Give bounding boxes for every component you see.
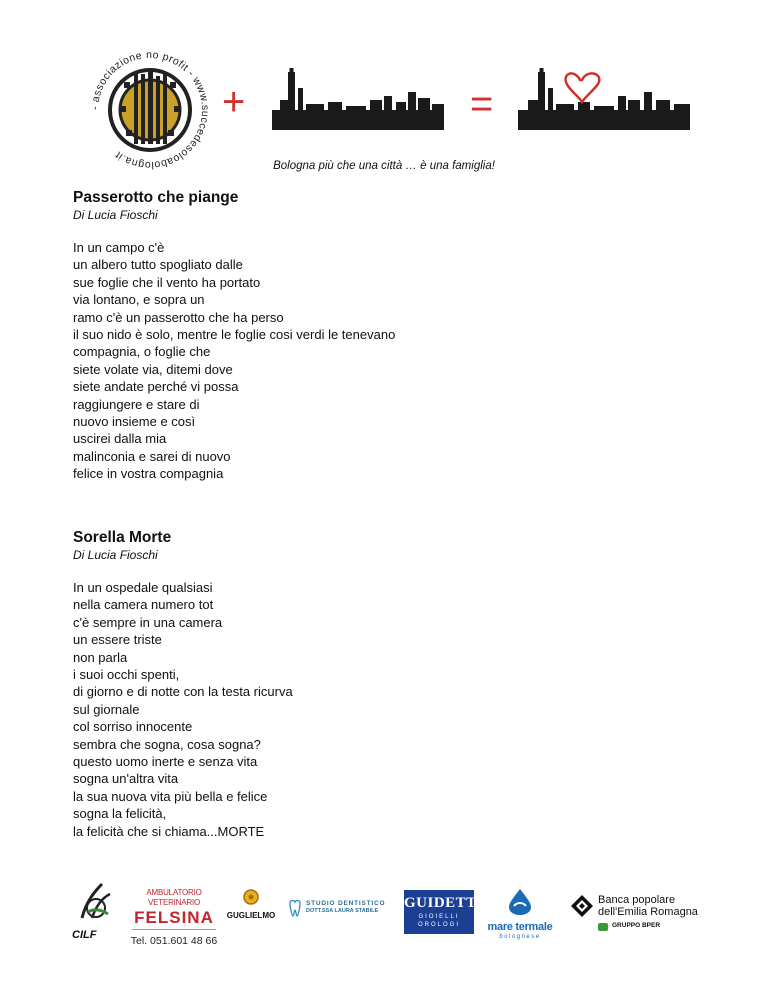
guglielmo-emblem-icon [242,888,260,906]
poem-title: Passerotto che piange [73,189,239,206]
poem-line: non parla [73,649,128,665]
poem-line: col sorriso innocente [73,719,193,735]
seal-text: - associazione no profit - www.succedesoloabologna.it [88,48,212,172]
poem-line: In un ospedale qualsiasi [73,580,213,595]
poem-line: i suoi occhi spenti, [73,667,180,683]
studio-dentistico-logo [288,900,388,922]
poem-line: sogna la felicità, [73,806,167,822]
plus-sign: + [222,80,246,124]
poem-body [73,239,395,483]
poem-sorella-morte [73,528,293,840]
poem-line: sul giornale [73,701,140,717]
felsina-top: AMBULATORIO VETERINARIO [146,888,202,907]
bper-logo [570,892,710,938]
poem-line: nuovo insieme e così [73,414,196,430]
poem-line: sue foglie che il vento ha portato [73,274,261,290]
poem-line: c'è sempre in una camera [73,614,223,630]
studio-line2: DOTT.SSA LAURA STABILE [306,908,379,914]
felsina-tel: Tel. 051.601 48 66 [130,935,218,947]
poem-line: via lontano, e sopra un [73,292,205,308]
poem-line: un albero tutto spogliato dalle [73,257,243,273]
poem-line: ramo c'è un passerotto che ha perso [73,309,284,325]
bper-line2: dell'Emilia Romagna [598,906,698,918]
poem-line: compagnia, o foglie che [73,344,211,360]
poem-passerotto [73,188,395,483]
mare-name: mare termale [487,921,553,933]
association-seal-logo [84,44,216,176]
poem-line: raggiungere e stare di [73,396,200,412]
guglielmo-name: GUGLIELMO [226,911,276,920]
bologna-skyline-heart-image [518,66,690,130]
poem-line: malinconia e sarei di nuovo [73,448,231,464]
cilf-name: CILF [72,929,97,941]
guidetti-logo [404,890,484,934]
tagline: Bologna più che una città … è una famiglia! [273,160,495,172]
guidetti-sub2: OROLOGI [417,922,460,928]
felsina-name: FELSINA [134,908,214,927]
mare-termale-logo [486,888,554,942]
bper-group-icon [598,923,608,931]
poem-line: siete volate via, ditemi dove [73,361,233,377]
guidetti-name: GUIDETTI [404,895,484,911]
poem-line: di giorno e di notte con la testa ricurva [73,684,293,700]
bper-line1: Banca popolare [598,894,676,906]
poem-line: la sua nuova vita più bella e felice [73,788,268,804]
poem-line: uscirei dalla mia [73,431,167,447]
mare-sub: bolognese [499,934,541,940]
poem-line: sembra che sogna, cosa sogna? [73,736,261,752]
bologna-skyline-image [272,66,444,130]
bper-group: GRUPPO BPER [612,922,661,929]
bper-diamond-icon [570,894,594,918]
poem-line: sogna un'altra vita [73,771,179,787]
poem-body [73,579,293,840]
poem-title: Sorella Morte [73,529,172,546]
equals-sign: = [470,82,494,126]
poem-line: il suo nido è solo, mentre le foglie cosi verdi le tenevano [73,327,396,343]
guglielmo-logo [226,888,276,938]
poem-line: siete andate perché vi possa [73,379,239,395]
drop-icon [505,888,535,916]
tooth-icon [288,900,302,918]
felsina-logo [122,888,226,947]
poem-author: Di Lucia Fioschi [73,208,158,222]
poem-line: In un campo c'è [73,240,165,255]
poem-line: la felicità che si chiama...MORTE [73,823,265,839]
studio-line1: STUDIO DENTISTICO [306,900,386,907]
poem-line: questo uomo inerte e senza vita [73,754,258,770]
sponsor-logos [0,874,768,947]
poem-line: nella camera numero tot [73,597,214,613]
cilf-logo [72,878,122,940]
poem-line: felice in vostra compagnia [73,466,224,482]
guidetti-sub1: GIOIELLI [418,914,460,920]
cilf-emblem-icon [72,878,122,924]
poem-author: Di Lucia Fioschi [73,548,158,562]
felsina-divider [132,929,216,930]
poem-line: un essere triste [73,632,162,648]
